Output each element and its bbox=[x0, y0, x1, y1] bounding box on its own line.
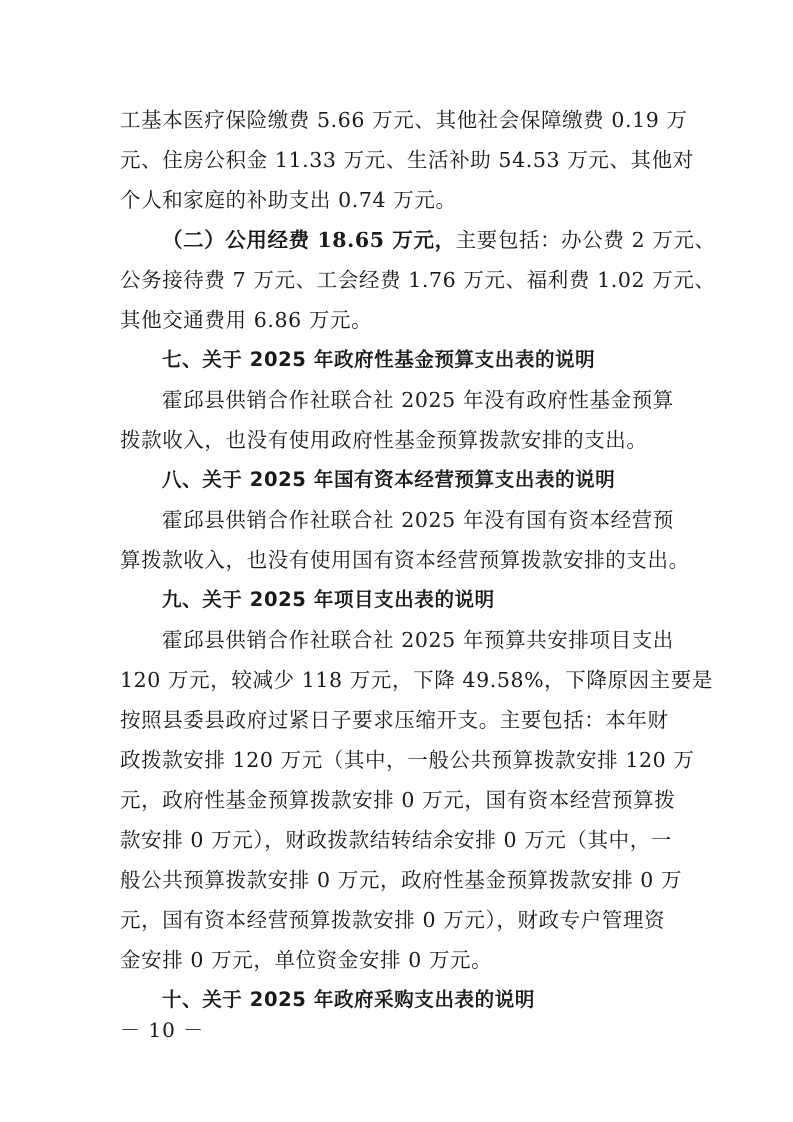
body-text-line: 按照县委县政府过紧日子要求压缩开支。主要包括：本年财 bbox=[120, 708, 669, 732]
body-text-line: 算拨款收入，也没有使用国有资本经营预算拨款安排的支出。 bbox=[120, 548, 690, 572]
body-text-line: 霍邱县供销合作社联合社 2025 年没有国有资本经营预 bbox=[162, 508, 674, 532]
body-text-line: 工基本医疗保险缴费 5.66 万元、其他社会保障缴费 0.19 万 bbox=[120, 108, 688, 132]
public-funds-label: （二）公用经费 18.65 万元， bbox=[162, 228, 456, 252]
body-text-line: 般公共预算拨款安排 0 万元，政府性基金预算拨款安排 0 万 bbox=[120, 868, 683, 892]
body-text-line: 款安排 0 万元），财政拨款结转结余安排 0 万元（其中，一 bbox=[120, 828, 672, 852]
body-text-line: 其他交通费用 6.86 万元。 bbox=[120, 308, 373, 332]
body-text-line: 公务接待费 7 万元、工会经费 1.76 万元、福利费 1.02 万元、 bbox=[120, 268, 716, 292]
body-text-line: 霍邱县供销合作社联合社 2025 年预算共安排项目支出 bbox=[162, 628, 674, 652]
body-text-line: 霍邱县供销合作社联合社 2025 年没有政府性基金预算 bbox=[162, 388, 674, 412]
body-text-line: 元，政府性基金预算拨款安排 0 万元，国有资本经营预算拨 bbox=[120, 788, 676, 812]
body-text-line: 元，国有资本经营预算拨款安排 0 万元），财政专户管理资 bbox=[120, 908, 666, 932]
body-text-line: 元、住房公积金 11.33 万元、生活补助 54.53 万元、其他对 bbox=[120, 148, 694, 172]
body-text-line: 金安排 0 万元，单位资金安排 0 万元。 bbox=[120, 948, 493, 972]
body-text-line: 120 万元，较减少 118 万元，下降 49.58%，下降原因主要是 bbox=[120, 668, 713, 692]
body-text-line: 个人和家庭的补助支出 0.74 万元。 bbox=[120, 188, 457, 212]
section-heading-8: 八、关于 2025 年国有资本经营预算支出表的说明 bbox=[162, 468, 616, 491]
section-heading-10: 十、关于 2025 年政府采购支出表的说明 bbox=[162, 988, 535, 1011]
section-heading-7: 七、关于 2025 年政府性基金预算支出表的说明 bbox=[162, 348, 596, 371]
body-text-line: 拨款收入，也没有使用政府性基金预算拨款安排的支出。 bbox=[120, 428, 648, 452]
body-text-line: 政拨款安排 120 万元（其中，一般公共预算拨款安排 120 万 bbox=[120, 748, 695, 772]
section-heading-9: 九、关于 2025 年项目支出表的说明 bbox=[162, 588, 495, 611]
public-funds-text: 主要包括：办公费 2 万元、 bbox=[455, 228, 716, 252]
public-funds-paragraph bbox=[162, 225, 716, 255]
page-number: － 10 － bbox=[120, 1018, 205, 1042]
